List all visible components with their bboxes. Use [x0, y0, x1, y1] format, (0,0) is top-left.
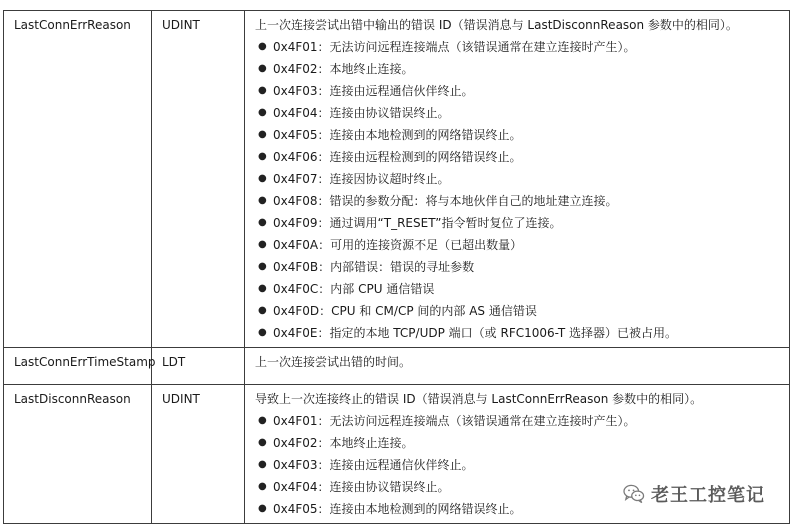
- param-type: UDINT: [152, 11, 245, 348]
- list-item: ● 0x4F08：错误的参数分配：将与本地伙伴自己的地址建立连接。: [258, 194, 618, 208]
- list-item: ● 0x4F04：连接由协议错误终止。: [258, 106, 450, 120]
- list-item: ● 0x4F0A：可用的连接资源不足（已超出数量）: [258, 238, 523, 252]
- list-item: ● 0x4F09：通过调用“T_RESET”指令暂时复位了连接。: [258, 216, 562, 230]
- list-item: ● 0x4F0E：指定的本地 TCP/UDP 端口（或 RFC1006-T 选择器）已被占用。: [258, 326, 678, 340]
- list-item: ● 0x4F06：连接由远程检测到的网络错误终止。: [258, 150, 522, 164]
- list-item: ● 0x4F05：连接由本地检测到的网络错误终止。: [258, 128, 522, 142]
- list-item: ● 0x4F01：无法访问远程连接端点（该错误通常在建立连接时产生）。: [258, 40, 636, 54]
- bullet-icon: ●: [258, 261, 267, 272]
- bullet-icon: ●: [258, 195, 267, 206]
- bullet-icon: ●: [258, 415, 267, 426]
- list-item: ● 0x4F0D：CPU 和 CM/CP 间的内部 AS 通信错误: [258, 304, 537, 318]
- parameter-table: [3, 10, 790, 524]
- bullet-icon: ●: [258, 305, 267, 316]
- list-item: ● 0x4F01：无法访问远程连接端点（该错误通常在建立连接时产生）。: [258, 414, 636, 428]
- bullet-icon: ●: [258, 63, 267, 74]
- list-item: ● 0x4F07：连接因协议超时终止。: [258, 172, 450, 186]
- bullet-icon: ●: [258, 129, 267, 140]
- param-name: LastConnErrTimeStamp: [4, 348, 152, 385]
- bullet-icon: ●: [258, 503, 267, 514]
- param-name: LastDisconnReason: [4, 385, 152, 524]
- param-description: 上一次连接尝试出错中输出的错误 ID（错误消息与 LastDisconnReason 参数中的相同）。: [255, 18, 738, 32]
- bullet-icon: ●: [258, 327, 267, 338]
- watermark-text: 老王工控笔记: [651, 485, 765, 506]
- bullet-icon: ●: [258, 459, 267, 470]
- bullet-icon: ●: [258, 41, 267, 52]
- list-item: ● 0x4F04：连接由协议错误终止。: [258, 480, 450, 494]
- bullet-icon: ●: [258, 239, 267, 250]
- param-name: LastConnErrReason: [4, 11, 152, 348]
- bullet-icon: ●: [258, 283, 267, 294]
- bullet-icon: ●: [258, 85, 267, 96]
- list-item: ● 0x4F05：连接由本地检测到的网络错误终止。: [258, 502, 522, 516]
- param-description-cell: [245, 348, 790, 385]
- bullet-icon: ●: [258, 481, 267, 492]
- param-description: 导致上一次连接终止的错误 ID（错误消息与 LastConnErrReason 参数中的相同）。: [255, 392, 703, 406]
- bullet-icon: ●: [258, 151, 267, 162]
- error-code-list: [255, 39, 789, 347]
- bullet-icon: ●: [258, 107, 267, 118]
- bullet-icon: ●: [258, 437, 267, 448]
- bullet-icon: ●: [258, 217, 267, 228]
- list-item: ● 0x4F02：本地终止连接。: [258, 62, 414, 76]
- watermark: [623, 481, 765, 507]
- list-item: ● 0x4F02：本地终止连接。: [258, 436, 414, 450]
- table-row: [4, 11, 790, 348]
- list-item: ● 0x4F0B：内部错误：错误的寻址参数: [258, 260, 475, 274]
- table-row: [4, 348, 790, 385]
- bullet-icon: ●: [258, 173, 267, 184]
- list-item: ● 0x4F0C：内部 CPU 通信错误: [258, 282, 435, 296]
- list-item: ● 0x4F03：连接由远程通信伙伴终止。: [258, 84, 474, 98]
- wechat-icon: [623, 484, 645, 504]
- param-type: UDINT: [152, 385, 245, 524]
- param-description-cell: [245, 11, 790, 348]
- param-type: LDT: [152, 348, 245, 385]
- param-description: 上一次连接尝试出错的时间。: [255, 355, 412, 369]
- list-item: ● 0x4F03：连接由远程通信伙伴终止。: [258, 458, 474, 472]
